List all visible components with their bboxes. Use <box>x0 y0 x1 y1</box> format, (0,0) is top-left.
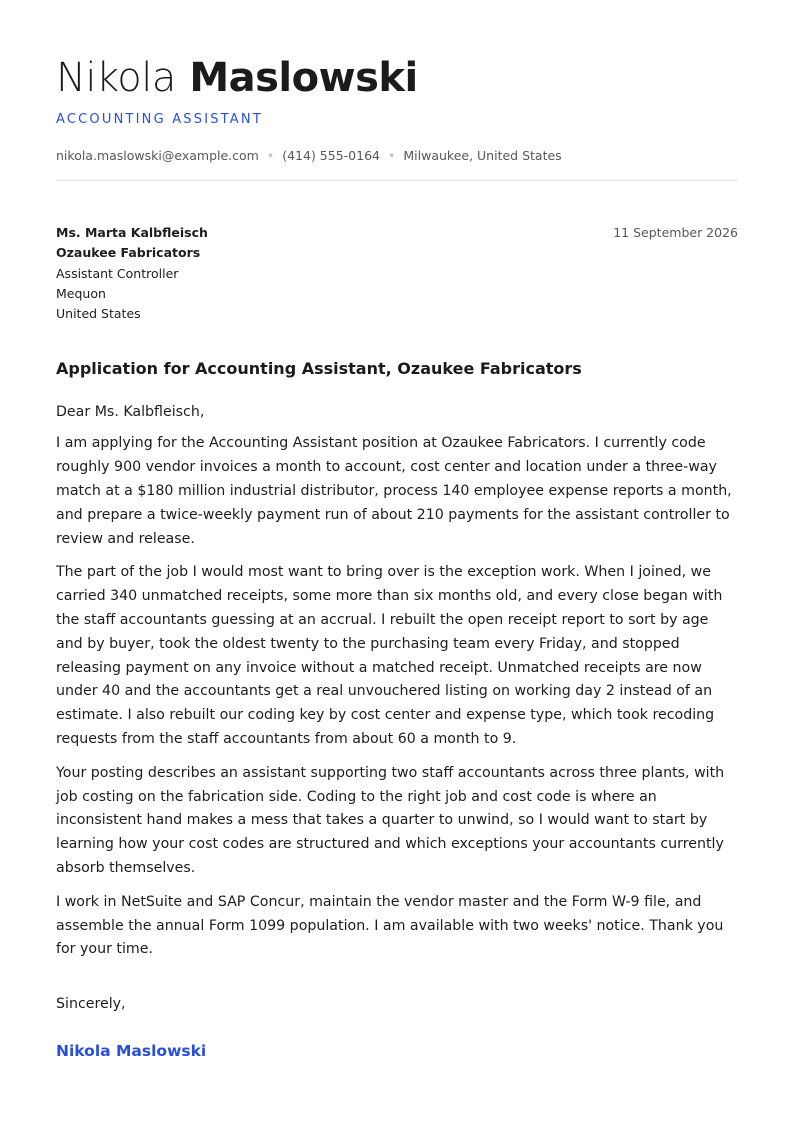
recipient-country: United States <box>56 306 141 322</box>
letter-header <box>56 54 738 181</box>
closing: Sincerely, <box>56 996 126 1013</box>
body-paragraph: The part of the job I would most want to bring over is the exception work. When I joined, we carried 340 unmatched receipts, some more than six months old, and every close began with the staff accountants guessing at an accrual. I rebuilt the open receipt report to sort by age and by buyer, took the oldest twenty to the purchasing team every Friday, and stopped releasing payment on any invoice without a matched receipt. Unmatched receipts are now under 40 and the accountants get a real unvouchered listing on working day 2 instead of an estimate. I also rebuilt our coding key by cost center and expense type, which took recoding requests from the staff accountants from about 60 a month to 9. <box>56 564 723 748</box>
recipient-city: Mequon <box>56 285 106 301</box>
applicant-first-name: Nikola <box>56 55 176 101</box>
body-paragraph: I work in NetSuite and SAP Concur, maintain the vendor master and the Form W-9 file, and assemble the annual Form 1099 population. I am available with two weeks' notice. Thank you for your time. <box>56 893 724 958</box>
applicant-role: ACCOUNTING ASSISTANT <box>56 112 263 127</box>
letter-body <box>56 432 738 962</box>
header-divider <box>56 180 738 181</box>
applicant-last-name: Maslowski <box>189 55 418 101</box>
contact-phone: (414) 555-0164 <box>282 148 380 163</box>
salutation: Dear Ms. Kalbfleisch, <box>56 404 205 421</box>
recipient-company: Ozaukee Fabricators <box>56 245 201 261</box>
address-date-row <box>56 223 738 324</box>
contact-line <box>56 148 738 164</box>
letter-subject: Application for Accounting Assistant, Ozaukee Fabricators <box>56 359 582 379</box>
applicant-name <box>56 54 738 102</box>
signature-name: Nikola Maslowski <box>56 1042 207 1061</box>
contact-location: Milwaukee, United States <box>403 148 562 163</box>
recipient-title: Assistant Controller <box>56 265 179 281</box>
separator-dot: • <box>266 148 275 163</box>
recipient-name: Ms. Marta Kalbfleisch <box>56 225 208 240</box>
body-paragraph: I am applying for the Accounting Assistant position at Ozaukee Fabricators. I currently code roughly 900 vendor invoices a month to account, cost center and location under a three-way match at a $180 million industrial distributor, process 140 employee expense reports a month, and prepare a twice-weekly payment run of about 210 payments for the assistant controller to review and release. <box>56 435 732 547</box>
separator-dot: • <box>388 148 396 163</box>
recipient-block <box>56 223 208 324</box>
letter-date: 11 September 2026 <box>613 225 738 240</box>
contact-email: nikola.maslowski@example.com <box>56 148 259 163</box>
body-paragraph: Your posting describes an assistant supporting two staff accountants across three plants, with job costing on the fabrication side. Coding to the right job and cost code is where an inconsistent hand makes a mess that takes a quarter to unwind, so I would want to start by learning how your cost codes are structured and which exceptions your accountants currently absorb themselves. <box>56 764 725 877</box>
